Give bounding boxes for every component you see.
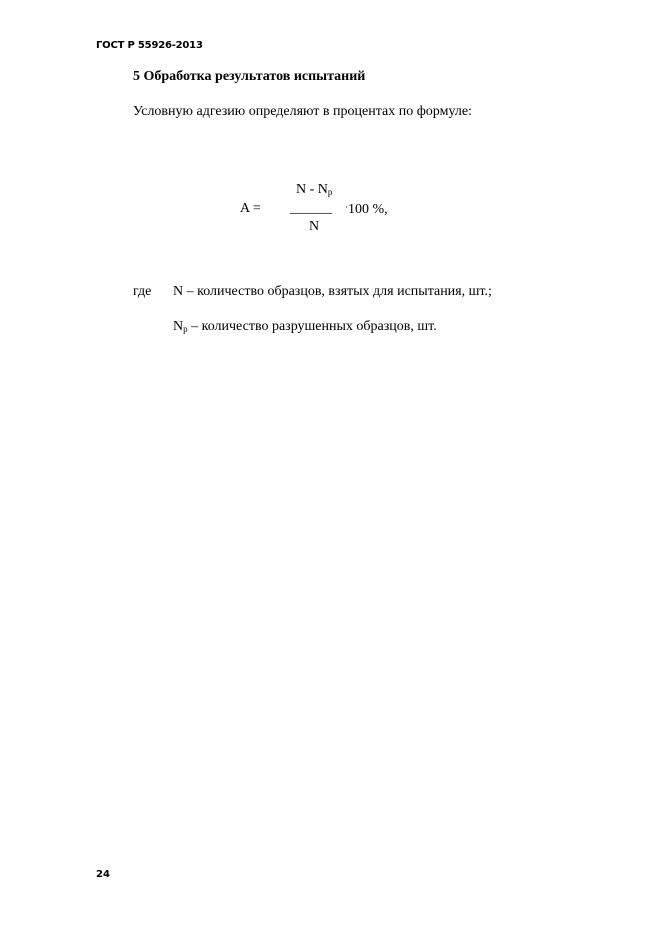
definition-text: – количество образцов, взятых для испытания, шт.; [183, 284, 492, 299]
fraction-bar: ______ [290, 201, 332, 216]
definition-symbol: N [173, 319, 184, 334]
multiplier-value: 100 %, [348, 202, 388, 217]
numerator-main: N - N [296, 182, 328, 197]
definition-text: – количество разрушенных образцов, шт. [187, 319, 437, 334]
definition-item [173, 284, 492, 300]
where-word: где [133, 284, 152, 299]
numerator-subscript: p [327, 187, 333, 197]
document-header: ГОСТ Р 55926-2013 [96, 40, 203, 51]
page-number: 24 [96, 869, 110, 880]
multiplier-dot: · [345, 202, 348, 212]
formula-lhs: A = [240, 201, 261, 216]
formula-multiplier [345, 202, 388, 218]
intro-text: Условную адгезию определяют в процентах по формуле: [133, 104, 472, 119]
formula-denominator: N [309, 219, 320, 234]
section-title: 5 Обработка результатов испытаний [133, 69, 366, 84]
definition-symbol-subscript: p [183, 324, 188, 334]
definition-symbol: N [173, 284, 184, 299]
definition-item [173, 319, 437, 335]
formula-numerator [296, 182, 332, 198]
